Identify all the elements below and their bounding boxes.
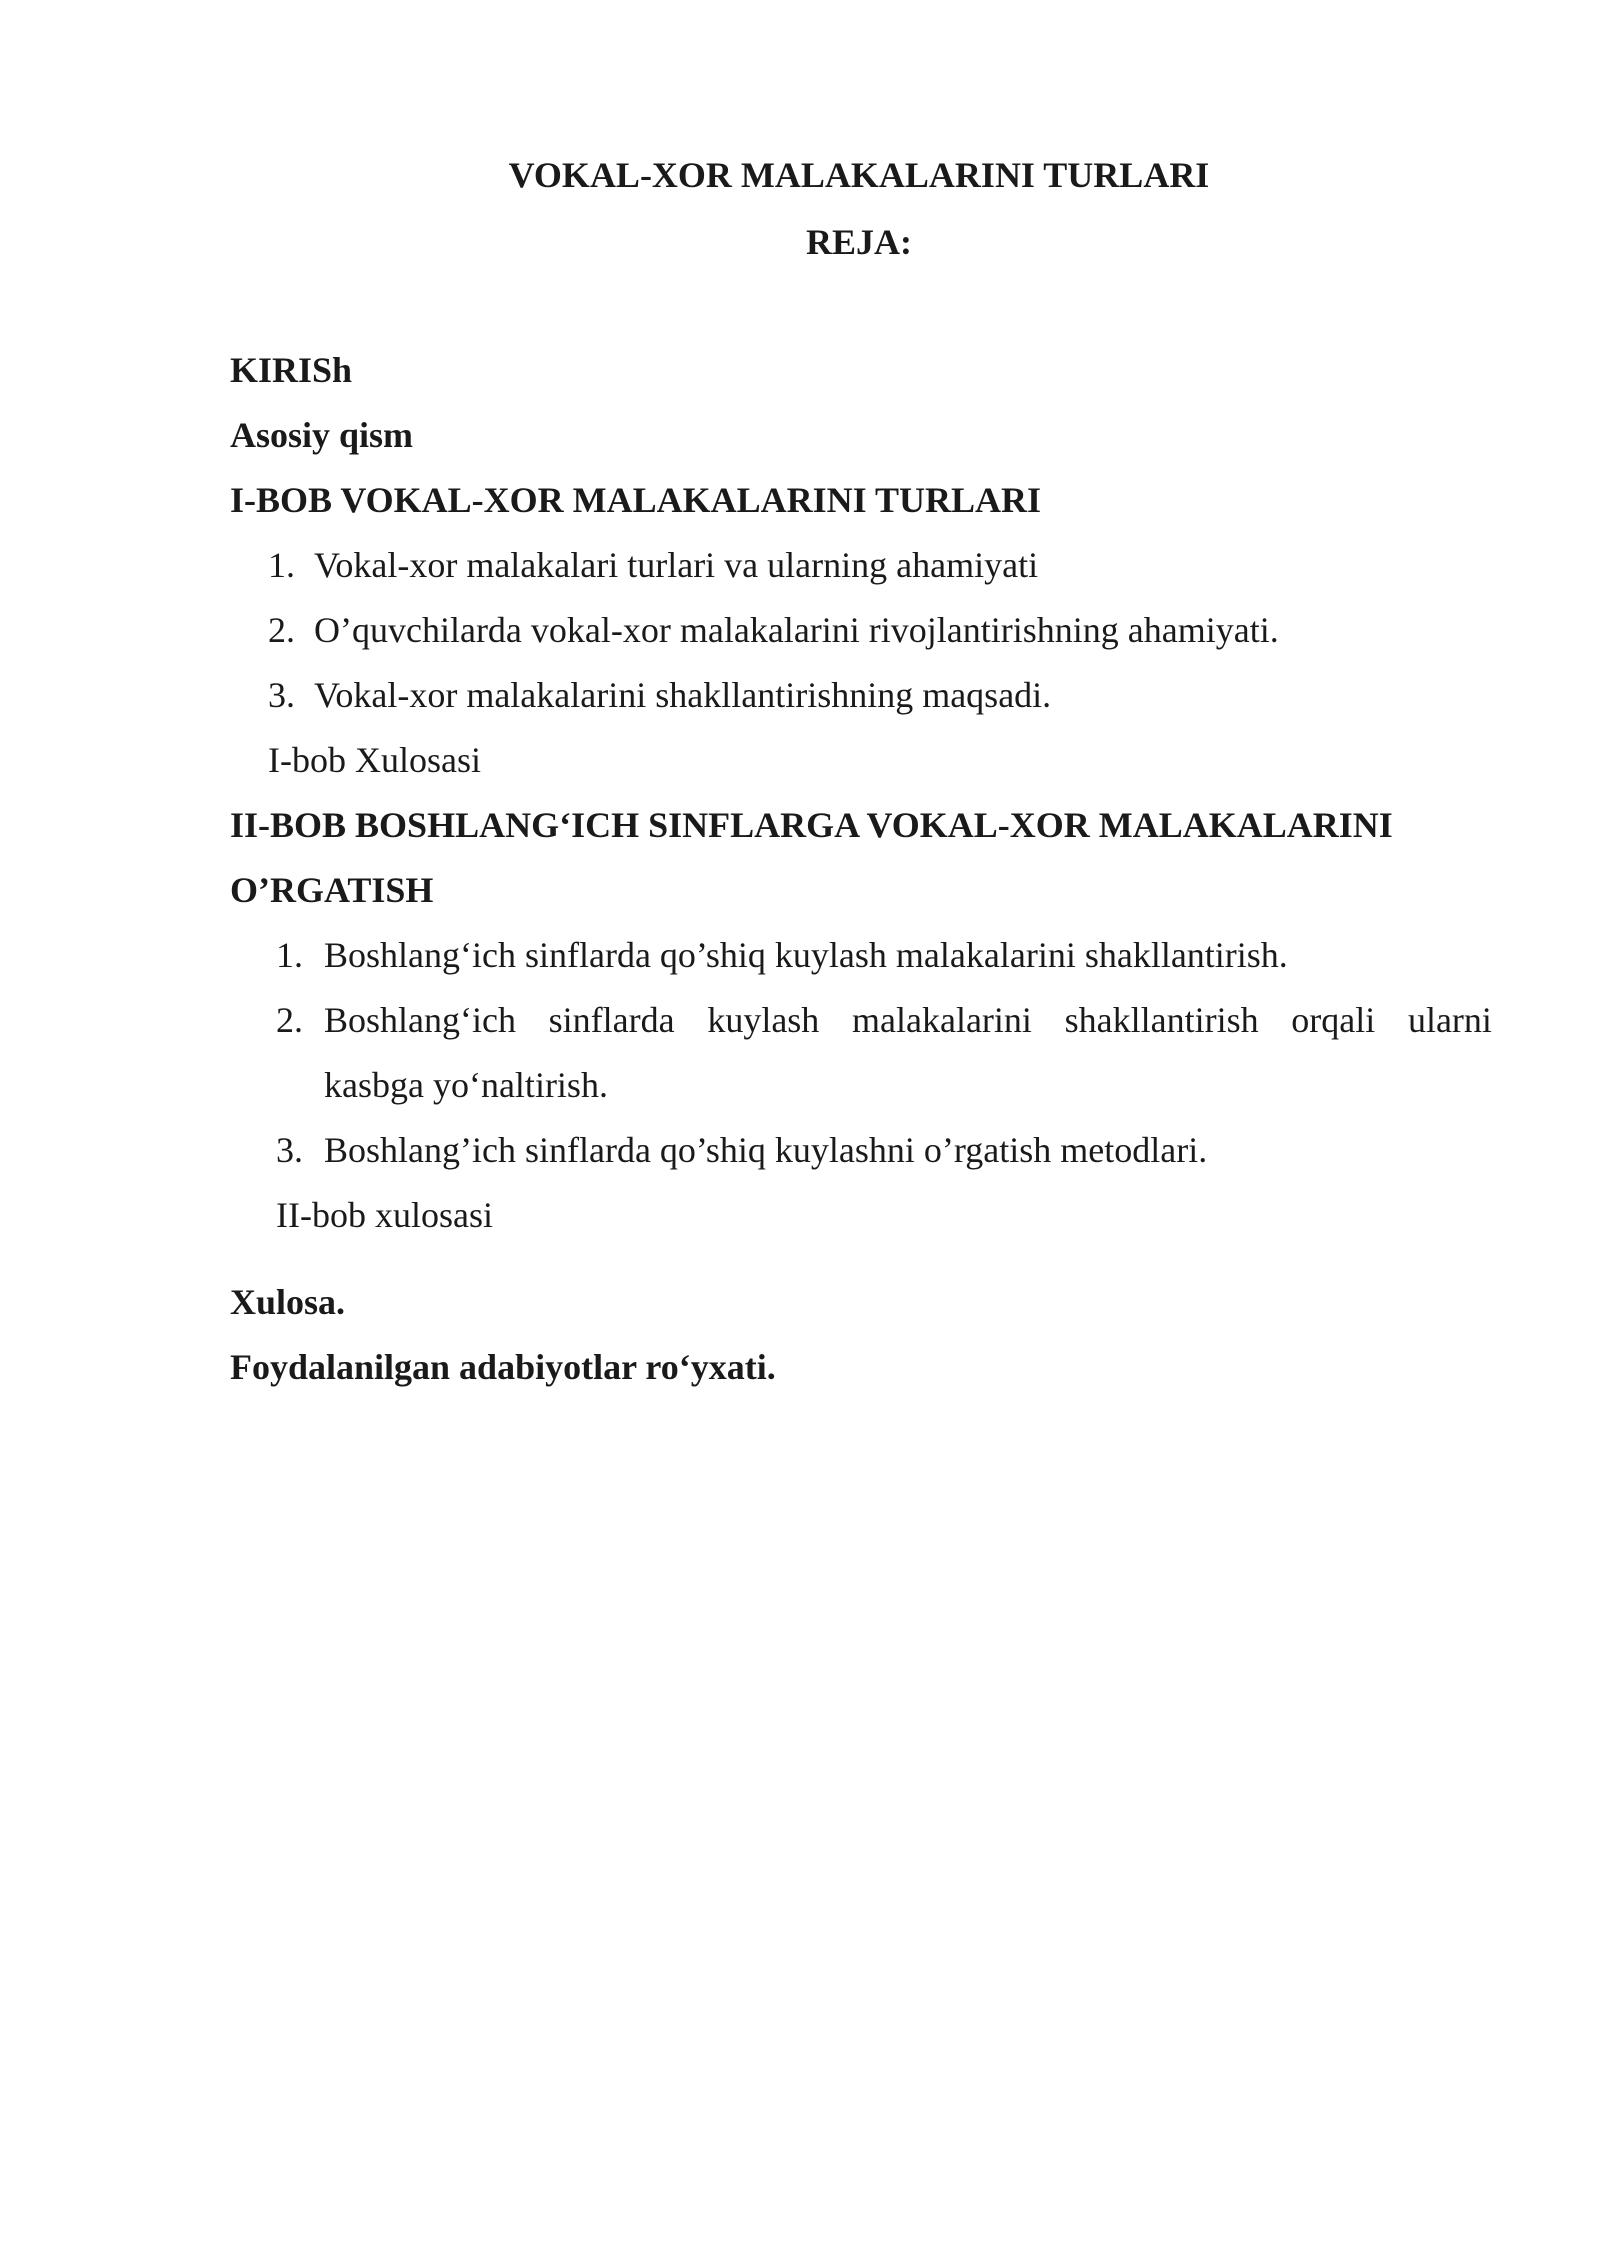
chapter1-heading: I-BOB VOKAL-XOR MALAKALARINI TURLARI (230, 480, 1042, 520)
item-text-continuation: kasbga yo‘naltirish. (324, 1065, 608, 1105)
chapter2-item (276, 935, 1288, 975)
item-word: Boshlang‘ich (324, 1000, 516, 1040)
item-word: orqali (1291, 1000, 1376, 1040)
document-title: VOKAL-XOR MALAKALARINI TURLARI (508, 155, 1210, 195)
chapter2-heading-line1: II-BOB BOSHLANG‘ICH SINFLARGA VOKAL-XOR MALAKALARINI (230, 805, 1393, 845)
item-text: Boshlang‘ich sinflarda qo’shiq kuylash malakalarini shakllantirish. (324, 935, 1288, 975)
chapter2-heading-line2: O’RGATISH (230, 870, 434, 910)
chapter2-item-justified-line (324, 1000, 1492, 1040)
item-number: 1. (268, 545, 295, 585)
intro-heading: KIRISh (230, 350, 353, 390)
item-word: malakalarini (852, 1000, 1032, 1040)
plan-heading: REJA: (806, 222, 912, 262)
chapter1-summary: I-bob Xulosasi (268, 740, 481, 780)
item-number: 3. (276, 1130, 303, 1170)
conclusion-heading: Xulosa. (230, 1282, 346, 1322)
references-heading: Foydalanilgan adabiyotlar ro‘yxati. (230, 1347, 776, 1387)
item-text: Vokal-xor malakalarini shakllantirishning maqsadi. (314, 675, 1052, 715)
item-word: shakllantirish (1064, 1000, 1259, 1040)
chapter1-item (268, 675, 1051, 715)
item-word: kuylash (707, 1000, 820, 1040)
chapter2-summary: II-bob xulosasi (276, 1195, 493, 1235)
chapter1-item (268, 545, 1038, 585)
item-number: 2. (276, 1000, 303, 1040)
item-number: 3. (268, 675, 295, 715)
chapter1-item (268, 610, 1279, 650)
item-number: 1. (276, 935, 303, 975)
chapter2-item (276, 1130, 1207, 1170)
item-number: 2. (268, 610, 295, 650)
item-text: Vokal-xor malakalari turlari va ularning ahamiyati (314, 545, 1039, 585)
item-word: ularni (1407, 1000, 1492, 1040)
item-text: O’quvchilarda vokal-xor malakalarini rivojlantirishning ahamiyati. (314, 610, 1279, 650)
item-text: Boshlang’ich sinflarda qo’shiq kuylashni o’rgatish metodlari. (324, 1130, 1208, 1170)
item-word: sinflarda (548, 1000, 675, 1040)
main-part-heading: Asosiy qism (230, 415, 414, 455)
